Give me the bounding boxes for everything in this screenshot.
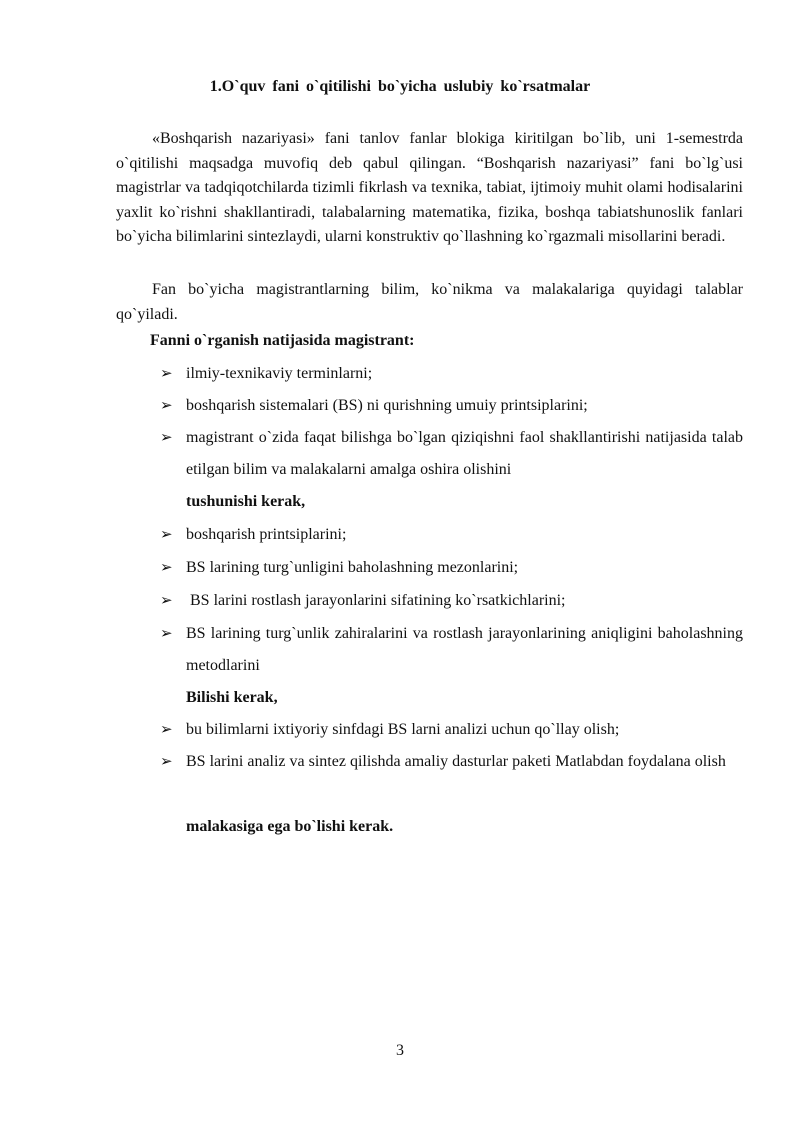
understanding-closing: tushunishi kerak, bbox=[186, 493, 306, 510]
arrow-bullet-icon: ➢ bbox=[160, 593, 173, 609]
list-item-text: bu bilimlarni ixtiyoriy sinfdagi BS larni analizi uchun qo`llay olish; bbox=[186, 721, 620, 738]
knowledge-closing: Bilishi kerak, bbox=[186, 689, 278, 706]
list-item-text: boshqarish printsiplarini; bbox=[186, 526, 347, 543]
list-item-text: BS larining turg`unligini baholashning mezonlarini; bbox=[186, 559, 519, 576]
list-item-text: magistrant o`zida faqat bilishga bo`lgan qiziqishni faol shakllantirishi natijasida talab etilgan bilim va malakalarni amalga oshira olishini bbox=[186, 429, 743, 478]
list-item bbox=[160, 618, 743, 682]
list-item bbox=[160, 585, 743, 617]
list-item bbox=[160, 552, 743, 584]
list-item bbox=[160, 714, 743, 746]
list-item-text: ilmiy-texnikaviy terminlarni; bbox=[186, 365, 373, 382]
arrow-bullet-icon: ➢ bbox=[160, 527, 173, 543]
page-number: 3 bbox=[396, 1042, 404, 1059]
requirements-paragraph bbox=[116, 278, 743, 327]
arrow-bullet-icon: ➢ bbox=[160, 754, 173, 770]
arrow-bullet-icon: ➢ bbox=[160, 560, 173, 576]
list-item-text: BS larining turg`unlik zahiralarini va rostlash jarayonlarining aniqligini baholashning metodlarini bbox=[186, 625, 743, 674]
section-title: 1.O`quv fani o`qitilishi bo`yicha uslubiy ko`rsatmalar bbox=[209, 78, 591, 95]
list-item bbox=[160, 746, 743, 778]
requirements-paragraph-text: Fan bo`yicha magistrantlarning bilim, ko`nikma va malakalariga quyidagi talablar qo`yiladi. bbox=[116, 281, 743, 323]
outcomes-heading: Fanni o`rganish natijasida magistrant: bbox=[150, 332, 415, 349]
arrow-bullet-icon: ➢ bbox=[160, 722, 173, 738]
list-item bbox=[160, 519, 743, 551]
skills-closing: malakasiga ega bo`lishi kerak. bbox=[186, 818, 394, 835]
list-item bbox=[160, 422, 743, 486]
arrow-bullet-icon: ➢ bbox=[160, 366, 173, 382]
arrow-bullet-icon: ➢ bbox=[160, 430, 173, 446]
list-item-text: boshqarish sistemalari (BS) ni qurishning umuiy printsiplarini; bbox=[186, 397, 588, 414]
list-item-text: BS larini rostlash jarayonlarini sifatining ko`rsatkichlarini; bbox=[186, 592, 566, 609]
list-item-text: BS larini analiz va sintez qilishda amaliy dasturlar paketi Matlabdan foydalana olish bbox=[186, 753, 726, 770]
arrow-bullet-icon: ➢ bbox=[160, 626, 173, 642]
list-item bbox=[160, 390, 743, 422]
intro-paragraph bbox=[116, 127, 743, 250]
list-item bbox=[160, 358, 743, 390]
arrow-bullet-icon: ➢ bbox=[160, 398, 173, 414]
intro-paragraph-text: «Boshqarish nazariyasi» fani tanlov fanlar blokiga kiritilgan bo`lib, uni 1-semestrda o`qitilishi maqsadga muvofiq deb qabul qilingan. “Boshqarish nazariyasi” fani bo`lg`usi magistrlar va tadqiqotchilarda tizimli fikrlash va texnika, tabiat, ijtimoiy muhit olami hodisalarini yaxlit ko`rishni shakllantiradi, talabalarning matematika, fizika, boshqa tabiatshunoslik fanlari bo`yicha bilimlarini sintezlaydi, ularni konstruktiv qo`llashning ko`rgazmali misollarini beradi. bbox=[116, 130, 743, 245]
